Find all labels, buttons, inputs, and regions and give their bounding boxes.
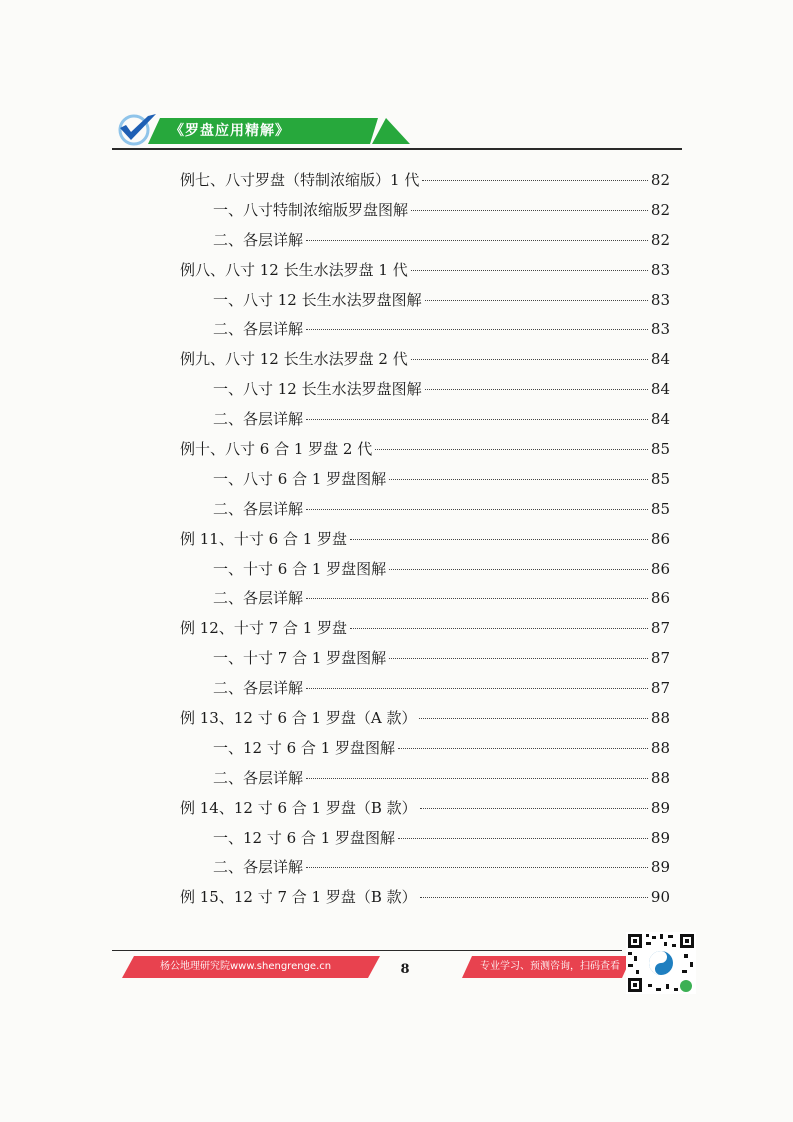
toc-entry-title: 例 11、十寸 6 合 1 罗盘: [180, 529, 348, 548]
footer-qr-note: 专业学习、预测咨询，扫码查看: [480, 961, 620, 972]
toc-subentry[interactable]: [180, 196, 670, 226]
toc-entry-title: 例七、八寸罗盘（特制浓缩版）1 代: [180, 171, 420, 189]
toc-subentry[interactable]: [180, 674, 670, 704]
toc-entry-page: 83: [650, 260, 670, 279]
toc-subentry[interactable]: [180, 495, 670, 525]
book-title: 《罗盘应用精解》: [170, 123, 290, 139]
dot-leader: [419, 718, 647, 719]
toc-entry-title: 二、各层详解: [213, 589, 304, 608]
footer-website: 杨公地理研究院www.shengrenge.cn: [160, 961, 332, 972]
toc-entry[interactable]: [180, 256, 670, 286]
table-of-contents: [180, 166, 670, 913]
toc-subentry[interactable]: [180, 555, 670, 585]
toc-entry-page: 89: [650, 828, 670, 847]
dot-leader: [398, 838, 648, 839]
dot-leader: [398, 748, 648, 749]
toc-entry[interactable]: [180, 435, 670, 465]
dot-leader: [389, 569, 648, 570]
dot-leader: [411, 270, 648, 271]
toc-entry[interactable]: [180, 345, 670, 375]
toc-entry-page: 86: [650, 589, 670, 608]
toc-entry-title: 例 13、12 寸 6 合 1 罗盘（A 款）: [180, 709, 417, 728]
toc-entry-page: 85: [650, 469, 670, 488]
dot-leader: [306, 419, 648, 420]
page-number: 8: [400, 962, 410, 977]
toc-entry-page: 88: [650, 709, 670, 728]
toc-subentry[interactable]: [180, 853, 670, 883]
toc-entry-title: 二、各层详解: [213, 858, 304, 877]
toc-entry-page: 83: [650, 290, 670, 309]
toc-entry-page: 88: [650, 768, 670, 787]
toc-entry-page: 88: [650, 738, 670, 757]
toc-entry-page: 84: [650, 410, 670, 429]
dot-leader: [306, 688, 648, 689]
toc-entry-page: 84: [650, 350, 670, 369]
toc-entry-page: 87: [650, 679, 670, 698]
toc-entry-title: 一、八寸 6 合 1 罗盘图解: [213, 469, 387, 488]
toc-entry-title: 例九、八寸 12 长生水法罗盘 2 代: [180, 350, 408, 369]
toc-subentry[interactable]: [180, 764, 670, 794]
toc-entry-page: 89: [650, 858, 670, 877]
toc-subentry[interactable]: [180, 405, 670, 435]
dot-leader: [306, 329, 648, 330]
toc-subentry[interactable]: [180, 286, 670, 316]
toc-entry-page: 82: [650, 171, 670, 189]
dot-leader: [375, 449, 648, 450]
dot-leader: [306, 867, 648, 868]
qr-code-icon[interactable]: [622, 928, 700, 998]
toc-entry[interactable]: [180, 525, 670, 555]
toc-entry-page: 85: [650, 440, 670, 459]
dot-leader: [306, 598, 648, 599]
toc-entry-title: 例 12、十寸 7 合 1 罗盘: [180, 619, 348, 638]
toc-entry-title: 一、十寸 6 合 1 罗盘图解: [213, 559, 387, 578]
dot-leader: [306, 509, 648, 510]
dot-leader: [425, 389, 648, 390]
toc-entry[interactable]: [180, 794, 670, 824]
toc-entry-page: 90: [650, 888, 670, 907]
dot-leader: [411, 210, 648, 211]
toc-entry[interactable]: [180, 166, 670, 196]
toc-entry-title: 二、各层详解: [213, 230, 304, 249]
toc-entry-title: 二、各层详解: [213, 320, 304, 339]
toc-subentry[interactable]: [180, 465, 670, 495]
toc-entry-title: 一、12 寸 6 合 1 罗盘图解: [213, 738, 396, 757]
toc-entry-title: 例八、八寸 12 长生水法罗盘 1 代: [180, 260, 408, 279]
toc-subentry[interactable]: [180, 734, 670, 764]
toc-subentry[interactable]: [180, 375, 670, 405]
dot-leader: [306, 778, 648, 779]
dot-leader: [425, 300, 648, 301]
dot-leader: [306, 240, 648, 241]
toc-entry[interactable]: [180, 704, 670, 734]
toc-subentry[interactable]: [180, 644, 670, 674]
footer-rule: [112, 950, 622, 951]
toc-entry[interactable]: [180, 614, 670, 644]
dot-leader: [422, 180, 648, 181]
toc-entry-page: 83: [650, 320, 670, 339]
toc-entry-title: 例 14、12 寸 6 合 1 罗盘（B 款）: [180, 798, 417, 817]
dot-leader: [420, 808, 648, 809]
toc-entry-page: 89: [650, 798, 670, 817]
toc-entry[interactable]: [180, 883, 670, 913]
toc-entry-page: 86: [650, 559, 670, 578]
toc-entry-title: 二、各层详解: [213, 410, 304, 429]
toc-entry-page: 86: [650, 529, 670, 548]
toc-entry-title: 一、八寸 12 长生水法罗盘图解: [213, 380, 422, 399]
dot-leader: [389, 479, 648, 480]
header-rule: [112, 148, 682, 150]
toc-subentry[interactable]: [180, 824, 670, 854]
toc-entry-title: 二、各层详解: [213, 679, 304, 698]
dot-leader: [420, 897, 648, 898]
toc-entry-title: 一、十寸 7 合 1 罗盘图解: [213, 649, 387, 668]
toc-entry-title: 二、各层详解: [213, 768, 304, 787]
toc-entry-title: 二、各层详解: [213, 499, 304, 518]
toc-entry-title: 例 15、12 寸 7 合 1 罗盘（B 款）: [180, 888, 417, 907]
dot-leader: [389, 658, 648, 659]
dot-leader: [350, 628, 648, 629]
toc-entry-page: 85: [650, 499, 670, 518]
toc-subentry[interactable]: [180, 226, 670, 256]
toc-subentry[interactable]: [180, 584, 670, 614]
dot-leader: [411, 359, 648, 360]
toc-entry-page: 84: [650, 380, 670, 399]
toc-entry-title: 一、12 寸 6 合 1 罗盘图解: [213, 828, 396, 847]
toc-entry-page: 87: [650, 619, 670, 638]
toc-entry-page: 82: [650, 230, 670, 249]
toc-entry-title: 例十、八寸 6 合 1 罗盘 2 代: [180, 440, 373, 459]
toc-entry-title: 一、八寸特制浓缩版罗盘图解: [213, 200, 409, 219]
toc-subentry[interactable]: [180, 315, 670, 345]
toc-entry-page: 82: [650, 200, 670, 219]
toc-entry-title: 一、八寸 12 长生水法罗盘图解: [213, 290, 422, 309]
dot-leader: [350, 539, 648, 540]
toc-entry-page: 87: [650, 649, 670, 668]
